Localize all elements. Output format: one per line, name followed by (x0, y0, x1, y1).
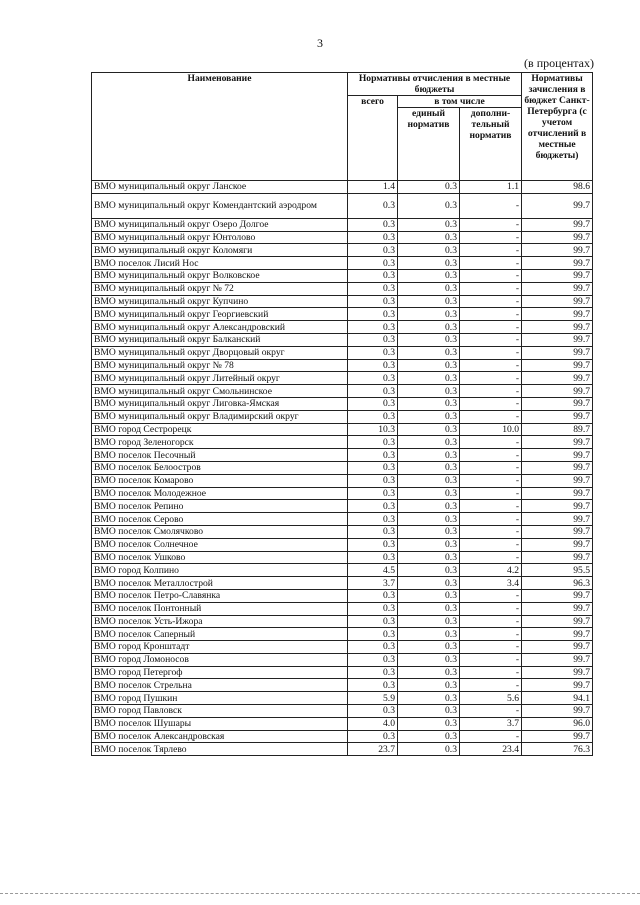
cell-additional-standard: - (460, 679, 522, 692)
cell-name: ВМО поселок Смолячково (92, 525, 348, 538)
cell-name: ВМО муниципальный округ № 78 (92, 359, 348, 372)
cell-name: ВМО город Петергоф (92, 666, 348, 679)
cell-additional-standard: - (460, 295, 522, 308)
table-row (92, 295, 593, 308)
table-row (92, 717, 593, 730)
cell-additional-standard: - (460, 372, 522, 385)
cell-single-standard: 0.3 (398, 397, 460, 410)
cell-single-standard: 0.3 (398, 193, 460, 218)
cell-total: 0.3 (348, 449, 398, 462)
cell-additional-standard: - (460, 257, 522, 270)
cell-city-budget: 99.7 (522, 730, 593, 743)
table-row (92, 577, 593, 590)
cell-additional-standard: - (460, 359, 522, 372)
cell-name: ВМО поселок Лисий Нос (92, 257, 348, 270)
cell-additional-standard: - (460, 602, 522, 615)
header-total: всего (348, 96, 398, 181)
cell-city-budget: 99.7 (522, 295, 593, 308)
header-single-standard: единый норматив (398, 108, 460, 181)
table-row (92, 615, 593, 628)
cell-additional-standard: - (460, 333, 522, 346)
cell-city-budget: 99.7 (522, 244, 593, 257)
table-row (92, 525, 593, 538)
cell-total: 0.3 (348, 628, 398, 641)
cell-city-budget: 99.7 (522, 487, 593, 500)
table-row (92, 628, 593, 641)
cell-single-standard: 0.3 (398, 372, 460, 385)
cell-name: ВМО поселок Тярлево (92, 743, 348, 756)
cell-single-standard: 0.3 (398, 679, 460, 692)
cell-total: 0.3 (348, 346, 398, 359)
cell-single-standard: 0.3 (398, 564, 460, 577)
cell-single-standard: 0.3 (398, 231, 460, 244)
cell-total: 3.7 (348, 577, 398, 590)
cell-single-standard: 0.3 (398, 525, 460, 538)
cell-total: 0.3 (348, 410, 398, 423)
header-including: в том числе (398, 96, 522, 108)
cell-single-standard: 0.3 (398, 269, 460, 282)
cell-additional-standard: - (460, 628, 522, 641)
cell-total: 0.3 (348, 525, 398, 538)
cell-single-standard: 0.3 (398, 295, 460, 308)
cell-additional-standard: 4.2 (460, 564, 522, 577)
cell-city-budget: 99.7 (522, 333, 593, 346)
cell-name: ВМО поселок Понтонный (92, 602, 348, 615)
cell-additional-standard: 3.4 (460, 577, 522, 590)
cell-single-standard: 0.3 (398, 410, 460, 423)
cell-total: 0.3 (348, 474, 398, 487)
cell-total: 0.3 (348, 730, 398, 743)
cell-additional-standard: 5.6 (460, 692, 522, 705)
table-row (92, 641, 593, 654)
cell-total: 0.3 (348, 321, 398, 334)
table-row (92, 666, 593, 679)
table-row (92, 410, 593, 423)
table-row (92, 538, 593, 551)
cell-total: 0.3 (348, 244, 398, 257)
table-row (92, 602, 593, 615)
table-row (92, 743, 593, 756)
cell-city-budget: 99.7 (522, 615, 593, 628)
cell-additional-standard: - (460, 461, 522, 474)
cell-total: 0.3 (348, 333, 398, 346)
header-city-budget: Нормативы зачисления в бюджет Санкт- Петербурга (с учетом отчислений в местные бюджеты) (522, 73, 593, 181)
cell-name: ВМО муниципальный округ № 72 (92, 282, 348, 295)
cell-single-standard: 0.3 (398, 308, 460, 321)
cell-single-standard: 0.3 (398, 551, 460, 564)
cell-total: 0.3 (348, 436, 398, 449)
header-local-budgets: Нормативы отчисления в местные бюджеты (348, 73, 522, 96)
cell-name: ВМО поселок Александровская (92, 730, 348, 743)
cell-single-standard: 0.3 (398, 589, 460, 602)
cell-name: ВМО муниципальный округ Купчино (92, 295, 348, 308)
cell-name: ВМО поселок Петро-Славянка (92, 589, 348, 602)
cell-total: 10.3 (348, 423, 398, 436)
cell-single-standard: 0.3 (398, 577, 460, 590)
cell-city-budget: 99.7 (522, 449, 593, 462)
cell-single-standard: 0.3 (398, 321, 460, 334)
cell-single-standard: 0.3 (398, 628, 460, 641)
cell-total: 0.3 (348, 653, 398, 666)
cell-city-budget: 99.7 (522, 321, 593, 334)
table-row (92, 333, 593, 346)
cell-total: 0.3 (348, 269, 398, 282)
cell-single-standard: 0.3 (398, 641, 460, 654)
cell-city-budget: 94.1 (522, 692, 593, 705)
cell-name: ВМО муниципальный округ Коломяги (92, 244, 348, 257)
cell-single-standard: 0.3 (398, 717, 460, 730)
cell-name: ВМО поселок Солнечное (92, 538, 348, 551)
cell-additional-standard: - (460, 474, 522, 487)
cell-city-budget: 99.7 (522, 525, 593, 538)
table-row (92, 679, 593, 692)
table-row (92, 423, 593, 436)
cell-name: ВМО поселок Белоостров (92, 461, 348, 474)
cell-additional-standard: - (460, 321, 522, 334)
table-row (92, 231, 593, 244)
cell-total: 5.9 (348, 692, 398, 705)
cell-city-budget: 99.7 (522, 513, 593, 526)
header-additional-standard: дополни- тельный норматив (460, 108, 522, 181)
table-row (92, 372, 593, 385)
cell-name: ВМО поселок Шушары (92, 717, 348, 730)
cell-additional-standard: - (460, 500, 522, 513)
cell-total: 0.3 (348, 589, 398, 602)
table-row (92, 321, 593, 334)
cell-name: ВМО город Павловск (92, 705, 348, 718)
cell-name: ВМО муниципальный округ Смольнинское (92, 385, 348, 398)
cell-total: 0.3 (348, 500, 398, 513)
cell-name: ВМО муниципальный округ Юнтолово (92, 231, 348, 244)
cell-name: ВМО город Колпино (92, 564, 348, 577)
header-name: Наименование (92, 73, 348, 181)
cell-single-standard: 0.3 (398, 692, 460, 705)
cell-additional-standard: - (460, 615, 522, 628)
table-row (92, 449, 593, 462)
cell-single-standard: 0.3 (398, 730, 460, 743)
cell-total: 4.0 (348, 717, 398, 730)
cell-city-budget: 99.7 (522, 666, 593, 679)
cell-additional-standard: 10.0 (460, 423, 522, 436)
cell-name: ВМО муниципальный округ Ланское (92, 181, 348, 194)
cell-additional-standard: - (460, 218, 522, 231)
cell-additional-standard: - (460, 308, 522, 321)
cell-total: 0.3 (348, 551, 398, 564)
table-row (92, 181, 593, 194)
cell-additional-standard: 1.1 (460, 181, 522, 194)
cell-additional-standard: - (460, 346, 522, 359)
table-row (92, 474, 593, 487)
cell-name: ВМО муниципальный округ Озеро Долгое (92, 218, 348, 231)
cell-name: ВМО поселок Молодежное (92, 487, 348, 500)
cell-name: ВМО муниципальный округ Дворцовый округ (92, 346, 348, 359)
cell-additional-standard: - (460, 410, 522, 423)
cell-single-standard: 0.3 (398, 743, 460, 756)
cell-additional-standard: - (460, 653, 522, 666)
cell-total: 0.3 (348, 397, 398, 410)
cell-additional-standard: - (460, 385, 522, 398)
cell-single-standard: 0.3 (398, 436, 460, 449)
cell-single-standard: 0.3 (398, 257, 460, 270)
cell-total: 0.3 (348, 385, 398, 398)
table-row (92, 346, 593, 359)
budget-standards-table (91, 72, 593, 756)
cell-additional-standard: - (460, 244, 522, 257)
table-row (92, 436, 593, 449)
cell-additional-standard: 23.4 (460, 743, 522, 756)
cell-single-standard: 0.3 (398, 487, 460, 500)
cell-additional-standard: - (460, 436, 522, 449)
cell-name: ВМО муниципальный округ Волковское (92, 269, 348, 282)
cell-name: ВМО поселок Саперный (92, 628, 348, 641)
table-row (92, 705, 593, 718)
table-row (92, 730, 593, 743)
cell-total: 0.3 (348, 602, 398, 615)
cell-city-budget: 99.7 (522, 257, 593, 270)
cell-single-standard: 0.3 (398, 461, 460, 474)
page-number: 3 (317, 36, 323, 50)
cell-name: ВМО муниципальный округ Балканский (92, 333, 348, 346)
cell-name: ВМО муниципальный округ Комендантский аэродром (92, 193, 348, 218)
cell-additional-standard: - (460, 641, 522, 654)
cell-total: 0.3 (348, 538, 398, 551)
cell-city-budget: 99.7 (522, 385, 593, 398)
cell-name: ВМО муниципальный округ Георгиевский (92, 308, 348, 321)
footer-divider (0, 893, 640, 895)
cell-name: ВМО муниципальный округ Лиговка-Ямская (92, 397, 348, 410)
cell-city-budget: 99.7 (522, 282, 593, 295)
cell-city-budget: 99.7 (522, 346, 593, 359)
cell-additional-standard: - (460, 487, 522, 500)
cell-additional-standard: - (460, 551, 522, 564)
cell-total: 0.3 (348, 295, 398, 308)
cell-additional-standard: - (460, 397, 522, 410)
table-row (92, 385, 593, 398)
table-row (92, 257, 593, 270)
cell-single-standard: 0.3 (398, 346, 460, 359)
cell-total: 0.3 (348, 359, 398, 372)
cell-total: 0.3 (348, 461, 398, 474)
cell-additional-standard: - (460, 449, 522, 462)
units-label: (в процентах) (524, 56, 594, 70)
table-row (92, 269, 593, 282)
cell-single-standard: 0.3 (398, 333, 460, 346)
cell-additional-standard: - (460, 705, 522, 718)
cell-name: ВМО город Ломоносов (92, 653, 348, 666)
cell-single-standard: 0.3 (398, 615, 460, 628)
table-row (92, 397, 593, 410)
cell-name: ВМО поселок Комарово (92, 474, 348, 487)
cell-total: 0.3 (348, 218, 398, 231)
table-row (92, 244, 593, 257)
cell-additional-standard: - (460, 538, 522, 551)
cell-name: ВМО город Сестрорецк (92, 423, 348, 436)
cell-total: 0.3 (348, 666, 398, 679)
table-row (92, 653, 593, 666)
cell-city-budget: 99.7 (522, 705, 593, 718)
cell-city-budget: 99.7 (522, 500, 593, 513)
cell-total: 0.3 (348, 372, 398, 385)
table-row (92, 589, 593, 602)
cell-name: ВМО поселок Песочный (92, 449, 348, 462)
cell-single-standard: 0.3 (398, 244, 460, 257)
cell-name: ВМО муниципальный округ Александровский (92, 321, 348, 334)
cell-city-budget: 99.7 (522, 410, 593, 423)
cell-city-budget: 99.7 (522, 397, 593, 410)
cell-city-budget: 95.5 (522, 564, 593, 577)
cell-single-standard: 0.3 (398, 513, 460, 526)
table-row (92, 551, 593, 564)
cell-city-budget: 99.7 (522, 359, 593, 372)
table-row (92, 308, 593, 321)
cell-total: 0.3 (348, 308, 398, 321)
cell-total: 0.3 (348, 641, 398, 654)
cell-additional-standard: - (460, 589, 522, 602)
cell-name: ВМО город Зеленогорск (92, 436, 348, 449)
cell-single-standard: 0.3 (398, 449, 460, 462)
cell-city-budget: 76.3 (522, 743, 593, 756)
cell-name: ВМО поселок Серово (92, 513, 348, 526)
cell-name: ВМО город Пушкин (92, 692, 348, 705)
cell-name: ВМО поселок Стрельна (92, 679, 348, 692)
table-row (92, 513, 593, 526)
table-row (92, 461, 593, 474)
cell-single-standard: 0.3 (398, 218, 460, 231)
cell-city-budget: 99.7 (522, 372, 593, 385)
cell-city-budget: 99.7 (522, 602, 593, 615)
cell-single-standard: 0.3 (398, 602, 460, 615)
cell-single-standard: 0.3 (398, 474, 460, 487)
cell-total: 0.3 (348, 679, 398, 692)
table-row (92, 282, 593, 295)
cell-total: 0.3 (348, 257, 398, 270)
cell-single-standard: 0.3 (398, 538, 460, 551)
cell-name: ВМО поселок Репино (92, 500, 348, 513)
table-body (92, 181, 593, 756)
cell-single-standard: 0.3 (398, 181, 460, 194)
cell-total: 0.3 (348, 705, 398, 718)
cell-city-budget: 99.7 (522, 269, 593, 282)
cell-single-standard: 0.3 (398, 385, 460, 398)
cell-city-budget: 99.7 (522, 436, 593, 449)
table-row (92, 692, 593, 705)
cell-name: ВМО муниципальный округ Владимирский округ (92, 410, 348, 423)
cell-city-budget: 99.7 (522, 628, 593, 641)
cell-name: ВМО поселок Металлострой (92, 577, 348, 590)
cell-additional-standard: - (460, 231, 522, 244)
cell-city-budget: 99.7 (522, 653, 593, 666)
table-row (92, 487, 593, 500)
cell-city-budget: 99.7 (522, 589, 593, 602)
cell-additional-standard: - (460, 525, 522, 538)
cell-city-budget: 96.0 (522, 717, 593, 730)
cell-single-standard: 0.3 (398, 666, 460, 679)
cell-total: 4.5 (348, 564, 398, 577)
cell-name: ВМО поселок Усть-Ижора (92, 615, 348, 628)
cell-city-budget: 99.7 (522, 474, 593, 487)
cell-name: ВМО муниципальный округ Литейный округ (92, 372, 348, 385)
cell-city-budget: 89.7 (522, 423, 593, 436)
cell-total: 0.3 (348, 513, 398, 526)
cell-total: 0.3 (348, 615, 398, 628)
cell-single-standard: 0.3 (398, 705, 460, 718)
cell-city-budget: 98.6 (522, 181, 593, 194)
cell-total: 0.3 (348, 193, 398, 218)
cell-single-standard: 0.3 (398, 423, 460, 436)
cell-single-standard: 0.3 (398, 359, 460, 372)
cell-single-standard: 0.3 (398, 653, 460, 666)
cell-additional-standard: - (460, 282, 522, 295)
cell-additional-standard: - (460, 269, 522, 282)
table-row (92, 500, 593, 513)
cell-additional-standard: - (460, 513, 522, 526)
table-row (92, 218, 593, 231)
cell-single-standard: 0.3 (398, 500, 460, 513)
cell-city-budget: 99.7 (522, 218, 593, 231)
cell-total: 0.3 (348, 487, 398, 500)
cell-city-budget: 99.7 (522, 551, 593, 564)
cell-name: ВМО город Кронштадт (92, 641, 348, 654)
cell-city-budget: 99.7 (522, 308, 593, 321)
cell-total: 1.4 (348, 181, 398, 194)
table-row (92, 359, 593, 372)
cell-city-budget: 99.7 (522, 641, 593, 654)
cell-total: 0.3 (348, 282, 398, 295)
cell-total: 0.3 (348, 231, 398, 244)
cell-city-budget: 99.7 (522, 231, 593, 244)
cell-additional-standard: 3.7 (460, 717, 522, 730)
cell-total: 23.7 (348, 743, 398, 756)
cell-city-budget: 96.3 (522, 577, 593, 590)
cell-city-budget: 99.7 (522, 679, 593, 692)
cell-city-budget: 99.7 (522, 538, 593, 551)
cell-additional-standard: - (460, 666, 522, 679)
cell-city-budget: 99.7 (522, 461, 593, 474)
cell-single-standard: 0.3 (398, 282, 460, 295)
cell-city-budget: 99.7 (522, 193, 593, 218)
table-row (92, 193, 593, 218)
cell-additional-standard: - (460, 193, 522, 218)
cell-name: ВМО поселок Ушково (92, 551, 348, 564)
cell-additional-standard: - (460, 730, 522, 743)
table-row (92, 564, 593, 577)
